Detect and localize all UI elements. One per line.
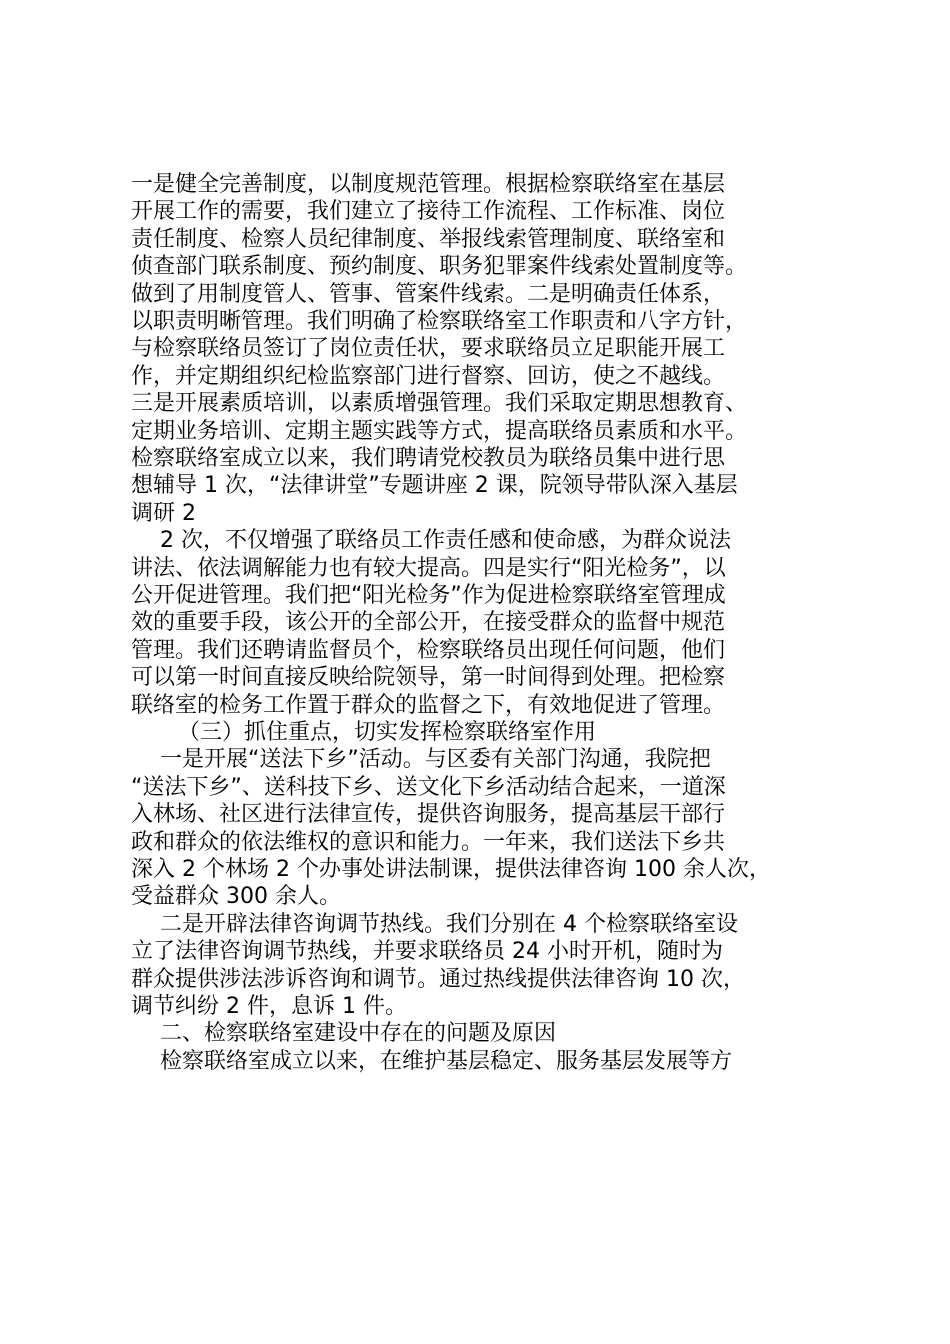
text-line: 立了法律咨询调节热线，并要求联络员 24 小时开机，随时为 — [131, 939, 723, 965]
text-line: 三是开展素质培训，以素质增强管理。我们采取定期思想教育、 — [131, 391, 748, 417]
text-line: 开展工作的需要，我们建立了接待工作流程、工作标准、岗位 — [131, 199, 726, 225]
text-line: 公开促进管理。我们把“阳光检务”作为促进检察联络室管理成 — [131, 583, 726, 608]
text-line: 2 次，不仅增强了联络员工作责任感和使命感，为群众说法 — [160, 528, 731, 554]
text-line: 管理。我们还聘请监督员个，检察联络员出现任何问题，他们 — [131, 637, 726, 663]
text-line: 以职责明晰管理。我们明确了检察联络室工作职责和八字方针， — [131, 309, 748, 334]
text-line: 联络室的检务工作置于群众的监督之下，有效地促进了管理。 — [131, 692, 726, 718]
text-line: 可以第一时间直接反映给院领导，第一时间得到处理。把检察 — [131, 665, 726, 691]
section-heading: 二、检察联络室建设中存在的问题及原因 — [160, 1021, 557, 1047]
text-line: 政和群众的依法维权的意识和能力。一年来，我们送法下乡共 — [131, 829, 726, 855]
section-heading: （三）抓住重点，切实发挥检察联络室作用 — [178, 720, 597, 745]
text-line: 做到了用制度管人、管事、管案件线索。二是明确责任体系， — [131, 281, 726, 307]
text-line: 检察联络室成立以来，在维护基层稳定、服务基层发展等方 — [160, 1048, 733, 1074]
text-line: 群众提供涉法涉诉咨询和调节。通过热线提供法律咨询 10 次， — [131, 966, 745, 992]
text-line: 调节纠纷 2 件，息诉 1 件。 — [131, 994, 407, 1019]
text-line: 检察联络室成立以来，我们聘请党校教员为联络员集中进行思 — [131, 446, 726, 471]
text-line: 调研 2 — [131, 500, 196, 526]
text-line: 受益群众 300 余人。 — [131, 884, 341, 910]
text-line: 二是开辟法律咨询调节热线。我们分别在 4 个检察联络室设 — [160, 911, 738, 937]
text-line: 入林场、社区进行法律宣传，提供咨询服务，提高基层干部行 — [131, 802, 726, 828]
text-line: 侦查部门联系制度、预约制度、职务犯罪案件线索处置制度等。 — [131, 254, 748, 280]
text-line: 一是健全完善制度，以制度规范管理。根据检察联络室在基层 — [131, 172, 726, 197]
text-line: 作，并定期组织纪检监察部门进行督察、回访，使之不越线。 — [131, 363, 726, 389]
text-line: 想辅导 1 次，“法律讲堂”专题讲座 2 课，院领导带队深入基层 — [131, 473, 738, 499]
text-line: 与检察联络员签订了岗位责任状，要求联络员立足职能开展工 — [131, 336, 726, 362]
text-line: 责任制度、检察人员纪律制度、举报线索管理制度、联络室和 — [131, 226, 726, 252]
text-line: 讲法、依法调解能力也有较大提高。四是实行“阳光检务”，以 — [131, 555, 726, 581]
text-line: 定期业务培训、定期主题实践等方式，提高联络员素质和水平。 — [131, 418, 748, 444]
text-line: 一是开展“送法下乡”活动。与区委有关部门沟通，我院把 — [160, 747, 711, 773]
text-line: 深入 2 个林场 2 个办事处讲法制课，提供法律咨询 100 余人次， — [131, 857, 771, 882]
text-line: 效的重要手段，该公开的全部公开，在接受群众的监督中规范 — [131, 610, 726, 636]
text-line: “送法下乡”、送科技下乡、送文化下乡活动结合起来，一道深 — [131, 774, 726, 800]
